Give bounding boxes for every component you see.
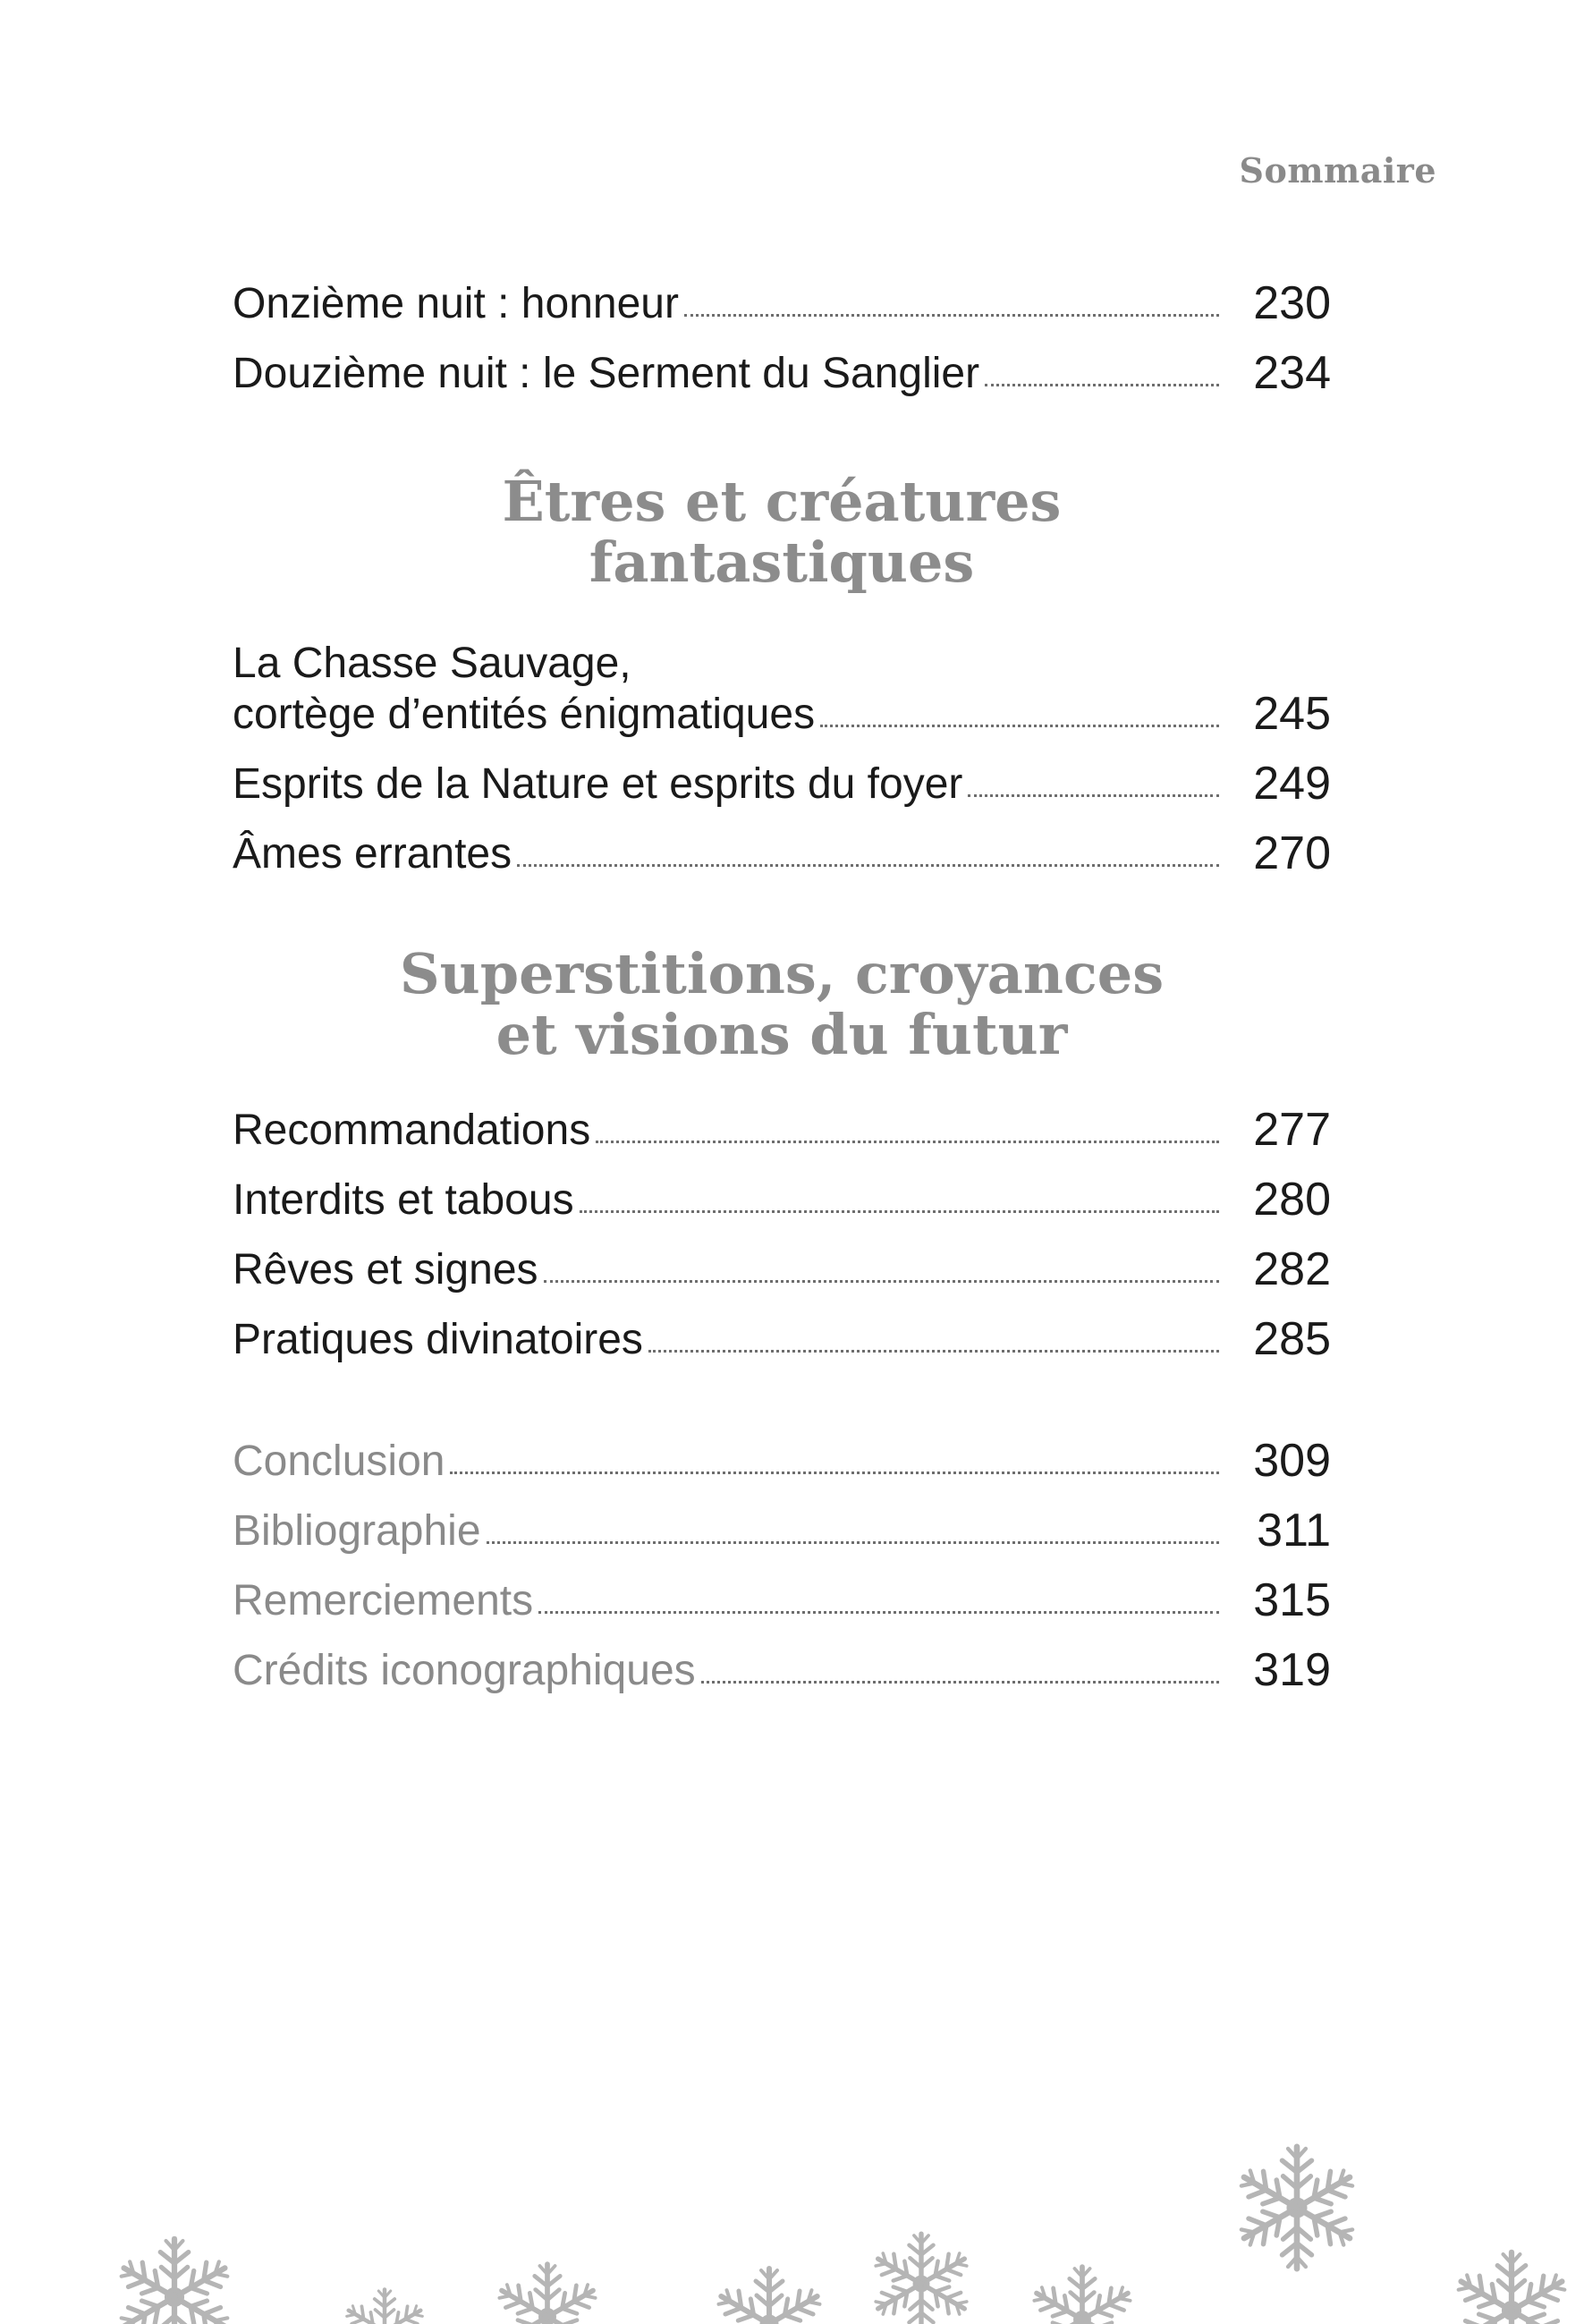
toc-entry[interactable] bbox=[233, 747, 1331, 817]
section-title bbox=[233, 471, 1331, 593]
snowflake-icon bbox=[715, 2269, 824, 2324]
toc-back-matter bbox=[233, 1424, 1331, 1703]
toc-entry-title: Pratiques divinatoires bbox=[233, 1316, 643, 1363]
toc-entry-title: Crédits iconographiques bbox=[233, 1647, 696, 1694]
toc-entry[interactable] bbox=[233, 1424, 1331, 1494]
toc-entry[interactable] bbox=[233, 1163, 1331, 1233]
toc-entry-page: 285 bbox=[1253, 1313, 1331, 1365]
toc-entry[interactable] bbox=[233, 1564, 1331, 1633]
dot-leader bbox=[820, 725, 1219, 727]
dot-leader bbox=[985, 384, 1219, 386]
snowflake-icon bbox=[872, 2234, 970, 2324]
toc-entry-title: Conclusion bbox=[233, 1438, 445, 1485]
toc-entry-title: Bibliographie bbox=[233, 1507, 481, 1555]
snowflake-icon bbox=[343, 2290, 426, 2324]
dot-leader bbox=[450, 1472, 1219, 1474]
snowflake-icon bbox=[1030, 2267, 1134, 2324]
dot-leader bbox=[596, 1141, 1219, 1143]
toc-entry-title: Interdits et tabous bbox=[233, 1176, 574, 1224]
toc-entry-page: 249 bbox=[1253, 758, 1331, 810]
toc-entry-title: Remerciements bbox=[233, 1577, 534, 1624]
toc-entry[interactable] bbox=[233, 1302, 1331, 1372]
toc-entry-page: 230 bbox=[1253, 277, 1331, 329]
dot-leader bbox=[538, 1611, 1219, 1614]
toc-top bbox=[233, 267, 1331, 406]
toc-entry[interactable] bbox=[233, 267, 1331, 336]
toc-entry-page: 234 bbox=[1253, 347, 1331, 399]
toc-entry-page: 277 bbox=[1253, 1104, 1331, 1156]
toc-entry-title: Onzième nuit : honneur bbox=[233, 280, 679, 327]
toc-section-1 bbox=[233, 626, 1331, 886]
section-title-line: et visions du futur bbox=[496, 1002, 1068, 1067]
dot-leader bbox=[684, 314, 1219, 317]
toc-entry-page: 280 bbox=[1253, 1174, 1331, 1226]
dot-leader bbox=[968, 794, 1219, 797]
toc-entry-page: 245 bbox=[1253, 688, 1331, 740]
toc-entry-page: 309 bbox=[1253, 1435, 1331, 1487]
toc-entry-page: 319 bbox=[1253, 1644, 1331, 1696]
toc-entry-page: 270 bbox=[1253, 827, 1331, 879]
snowflake-icon bbox=[1454, 2252, 1570, 2324]
toc-entry[interactable] bbox=[233, 626, 1331, 747]
toc-entry[interactable] bbox=[233, 1093, 1331, 1163]
toc-entry-page: 315 bbox=[1253, 1574, 1331, 1626]
toc-entry-page: 311 bbox=[1257, 1505, 1331, 1556]
snowflake-icon bbox=[496, 2264, 599, 2324]
section-title-line: Superstitions, croyances bbox=[399, 941, 1165, 1006]
toc-entry[interactable] bbox=[233, 817, 1331, 886]
section-title-line: Êtres et créatures bbox=[502, 469, 1062, 534]
section-title-line: fantastiques bbox=[589, 530, 975, 595]
dot-leader bbox=[517, 864, 1219, 867]
toc-entry-title: Rêves et signes bbox=[233, 1246, 538, 1293]
dot-leader bbox=[544, 1280, 1219, 1283]
toc-entry[interactable] bbox=[233, 1494, 1331, 1564]
toc-entry-title: Recommandations bbox=[233, 1107, 591, 1154]
running-head: Sommaire bbox=[1239, 150, 1436, 191]
section-title bbox=[233, 941, 1331, 1067]
dot-leader bbox=[701, 1681, 1219, 1684]
toc-entry[interactable] bbox=[233, 1233, 1331, 1302]
toc-entry-title: La Chasse Sauvage, cortège d’entités énigmatiques bbox=[233, 640, 816, 738]
toc-entry[interactable] bbox=[233, 1633, 1331, 1703]
toc-entry-title: Douzième nuit : le Serment du Sanglier bbox=[233, 350, 980, 397]
snowflake-icon bbox=[1237, 2147, 1358, 2269]
toc-section-2 bbox=[233, 1093, 1331, 1372]
snowflake-border bbox=[0, 2118, 1584, 2324]
dot-leader bbox=[487, 1541, 1219, 1544]
toc-entry[interactable] bbox=[233, 336, 1331, 406]
toc-entry-title: Âmes errantes bbox=[233, 830, 512, 878]
snowflake-icon bbox=[117, 2239, 233, 2324]
dot-leader bbox=[648, 1350, 1219, 1353]
dot-leader bbox=[580, 1210, 1219, 1213]
toc-entry-title: Esprits de la Nature et esprits du foyer bbox=[233, 760, 963, 808]
toc-entry-page: 282 bbox=[1253, 1243, 1331, 1295]
